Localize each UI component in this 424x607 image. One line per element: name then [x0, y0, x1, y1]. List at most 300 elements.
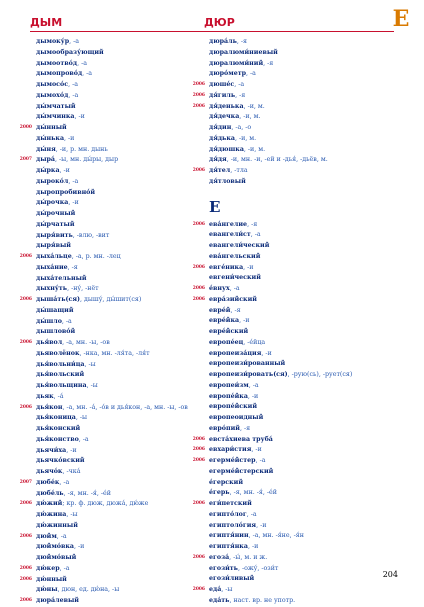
dictionary-entry — [191, 585, 366, 596]
entry-headword: дя́дька — [209, 134, 235, 142]
dictionary-entry — [18, 252, 193, 263]
entry-headword: европе́ец — [209, 338, 244, 346]
entry-grammar: , -и, м. — [239, 113, 261, 121]
entry-headword: евре́йка — [209, 317, 240, 325]
dictionary-entry — [191, 145, 366, 156]
dictionary-entry — [191, 80, 366, 91]
entry-headword: дышлово́й — [36, 328, 76, 336]
entry-headword: еги́петский — [209, 500, 252, 507]
entry-headword: египтя́нка — [209, 543, 248, 550]
dictionary-entry — [18, 48, 193, 59]
entry-grammar: , дышу́, ды́шит(ся) — [79, 296, 142, 303]
dictionary-entry — [191, 306, 366, 317]
dictionary-entry — [18, 284, 193, 295]
entry-headword: дюймо́вый — [36, 554, 77, 561]
dictionary-entry — [191, 521, 366, 532]
dictionary-entry — [18, 413, 193, 424]
entry-headword: дымоотво́д — [36, 59, 78, 67]
entry-marker: 2007 — [19, 479, 32, 485]
entry-headword: ды́ня — [36, 145, 56, 153]
dictionary-entry — [18, 177, 193, 188]
entry-grammar: , -а́ — [53, 392, 64, 400]
dictionary-entry — [18, 553, 193, 564]
entry-marker: 2007 — [19, 157, 32, 163]
entry-grammar: , дюн, ед. дю́на, -ы — [57, 586, 120, 594]
dictionary-entry — [191, 478, 366, 489]
entry-marker: 2006 — [19, 297, 32, 302]
left-guide-word: ДЫМ — [30, 16, 63, 29]
page-number: 204 — [382, 570, 398, 579]
entry-headword: дю́кер — [36, 564, 60, 572]
dictionary-entry — [191, 510, 366, 521]
dictionary-entry — [191, 102, 366, 113]
entry-headword: ды́шло — [36, 317, 62, 325]
entry-headword: дюбе́к — [36, 478, 60, 486]
entry-marker: 2006 — [192, 103, 205, 109]
dictionary-entry — [191, 316, 366, 327]
dictionary-entry — [18, 134, 193, 145]
entry-headword: дья́вольни́ца — [36, 360, 85, 368]
dictionary-entry — [18, 532, 193, 543]
dictionary-entry — [191, 553, 366, 564]
header-rule — [30, 31, 394, 32]
entry-headword: европе́йский — [209, 403, 257, 411]
dictionary-entry — [191, 488, 366, 499]
entry-headword: евгени́ческий — [209, 274, 261, 282]
entry-grammar: , -и — [239, 317, 250, 325]
dictionary-entry — [18, 263, 193, 274]
entry-headword: дю́жий — [36, 500, 63, 508]
dictionary-entry — [18, 478, 193, 489]
entry-headword: дюбе́ль — [36, 489, 64, 497]
dictionary-entry — [18, 295, 193, 306]
entry-headword: ды́шащий — [36, 306, 74, 314]
entry-headword: дю́жинный — [36, 521, 78, 529]
entry-grammar: , -я — [263, 59, 274, 67]
dictionary-entry — [191, 241, 366, 252]
entry-grammar: , -ы́, м. и ж. — [229, 553, 268, 561]
entry-headword: егоза́ — [209, 553, 230, 561]
entry-headword: дыря́вить — [36, 231, 73, 239]
dictionary-entry — [18, 360, 193, 371]
dictionary-entry — [191, 112, 366, 123]
entry-headword: дя́гиль — [209, 91, 236, 99]
right-column — [191, 37, 366, 607]
entry-marker: 2006 — [19, 565, 32, 571]
entry-grammar: , -ы — [66, 511, 78, 518]
entry-marker: 2006 — [192, 221, 205, 227]
entry-headword: дьячко́вский — [36, 457, 85, 465]
dictionary-entry — [18, 456, 193, 467]
entry-headword: дьячи́ха — [36, 446, 67, 454]
dictionary-entry — [191, 359, 366, 370]
entry-headword: дюйм — [36, 532, 57, 540]
entry-grammar: , -тла — [230, 167, 248, 174]
entry-grammar: , -ы — [86, 382, 98, 389]
dictionary-entry — [18, 510, 193, 521]
entry-headword: ды́нька — [36, 134, 65, 142]
entry-headword: дья́конство — [36, 435, 79, 443]
entry-grammar: , -а, р. мн. -лец — [71, 253, 121, 260]
entry-grammar: , -и — [68, 199, 79, 207]
dictionary-entry — [18, 59, 193, 70]
entry-grammar: , -а, -о — [231, 124, 252, 131]
dictionary-entry — [18, 585, 193, 596]
entry-grammar: , -а — [82, 70, 93, 78]
entry-marker: 2006 — [192, 92, 205, 98]
entry-grammar: , -я — [67, 263, 78, 271]
dictionary-entry — [18, 381, 193, 392]
entry-grammar: , -а — [68, 177, 79, 185]
entry-headword: дымохо́д — [36, 91, 69, 99]
entry-marker: 2006 — [19, 533, 32, 539]
entry-headword: евге́ника — [209, 263, 244, 271]
entry-headword: е́герь — [209, 489, 230, 497]
entry-grammar: , -я — [247, 220, 258, 228]
dictionary-entry — [18, 327, 193, 338]
entry-marker: 2006 — [192, 82, 205, 87]
dictionary-entry — [18, 155, 193, 166]
dictionary-entry — [191, 596, 366, 607]
entry-headword: егерме́йстер — [209, 457, 256, 464]
entry-headword: дя́дечка — [209, 113, 240, 121]
entry-grammar: , -а — [77, 59, 87, 67]
entry-marker: 2006 — [192, 296, 205, 302]
entry-headword: е́герский — [209, 478, 243, 486]
dictionary-entry — [191, 48, 366, 59]
dictionary-entry — [18, 231, 193, 242]
dictionary-entry — [191, 564, 366, 575]
entry-headword: дюралюми́ниевый — [209, 48, 278, 56]
entry-headword: е́внух — [209, 285, 230, 292]
entry-headword: евангели́ческий — [209, 242, 270, 249]
entry-marker: 2006 — [19, 598, 32, 603]
dictionary-entry — [18, 209, 193, 220]
dictionary-entry — [18, 102, 193, 113]
entry-headword: дымопрово́д — [36, 70, 83, 78]
entry-grammar: , -ну́, -нёт — [67, 285, 99, 293]
entry-marker: 2006 — [192, 458, 205, 463]
entry-grammar: , -и — [247, 392, 259, 400]
entry-grammar: , -ы — [75, 414, 88, 422]
dictionary-entry — [18, 220, 193, 231]
entry-grammar: , -а — [78, 435, 89, 443]
entry-grammar: , -рую(сь), -рует(ся) — [287, 371, 353, 378]
entry-grammar: , -а, мн. -я́не, -я́н — [248, 532, 304, 540]
dictionary-entry — [191, 349, 366, 360]
entry-marker: 2006 — [192, 436, 205, 442]
entry-grammar: , -и — [64, 134, 75, 142]
dictionary-entry — [18, 564, 193, 575]
dictionary-entry — [191, 284, 366, 295]
entry-grammar: , -а — [246, 510, 257, 518]
dictionary-entry — [191, 220, 366, 231]
entry-grammar: , -ы, мн. ды́ры, дыр — [55, 156, 119, 164]
entry-headword: дю́жина — [36, 511, 67, 518]
entry-headword: дыхну́ть — [36, 285, 68, 293]
entry-headword: европеиза́ция — [209, 349, 262, 357]
entry-grammar: , -я — [236, 38, 247, 45]
entry-marker: 2006 — [19, 576, 32, 582]
entry-headword: дья́вольщина — [36, 382, 87, 389]
right-column-bottom-entries — [191, 220, 366, 607]
entry-marker: 2006 — [19, 501, 32, 507]
dictionary-entry — [18, 403, 193, 414]
entry-headword: евре́й — [209, 306, 231, 314]
dictionary-entry — [191, 370, 366, 381]
entry-marker: 2006 — [192, 286, 205, 291]
entry-grammar: , -влю, -вит — [72, 231, 110, 239]
entry-grammar: , -а — [250, 231, 261, 239]
entry-grammar: , -ы — [221, 586, 233, 593]
entry-headword: ды́мчинка — [36, 113, 75, 121]
dictionary-entry — [18, 596, 193, 607]
dictionary-entry — [191, 338, 366, 349]
dictionary-entry — [18, 370, 193, 381]
entry-grammar: , -а — [246, 70, 256, 78]
entry-grammar: , -я, мн. -я́, -е́й — [229, 489, 277, 497]
entry-headword: ева́нгелие — [209, 220, 248, 228]
entry-headword: дыря́вый — [36, 242, 71, 250]
entry-headword: ды́рочный — [36, 210, 76, 217]
dictionary-entry — [191, 166, 366, 177]
entry-grammar: , -и, м. — [234, 134, 257, 142]
entry-headword: евро́пий — [209, 424, 240, 432]
entry-grammar: , -я, мн. -я́, -е́й — [63, 489, 111, 497]
entry-grammar: , -я — [235, 91, 246, 99]
dictionary-entry — [18, 338, 193, 349]
dictionary-entry — [191, 155, 366, 166]
entry-headword: дыха́ние — [36, 263, 68, 271]
dictionary-entry — [18, 317, 193, 328]
entry-headword: евра́зийский — [209, 295, 257, 303]
dictionary-entry — [191, 424, 366, 435]
entry-grammar: ; кр. ф. дюж, дюжа́, дю́же — [62, 500, 149, 508]
entry-headword: дю́ны — [36, 586, 58, 594]
entry-headword: европеоидный — [209, 414, 264, 421]
entry-headword: еда́ — [209, 586, 222, 593]
entry-headword: дя́дя — [209, 156, 227, 164]
dictionary-entry — [18, 306, 193, 317]
entry-headword: ды́нный — [36, 124, 67, 131]
dictionary-entry — [191, 327, 366, 338]
entry-headword: егози́ть — [209, 564, 238, 572]
entry-headword: дюралюми́ний — [209, 59, 264, 67]
entry-headword: дя́тел — [209, 167, 231, 174]
letter-tab: Е — [390, 7, 412, 31]
entry-headword: дюра́ль — [209, 38, 237, 45]
entry-grammar: , -я — [230, 306, 241, 314]
dictionary-entry — [18, 166, 193, 177]
entry-headword: дымообразу́ющий — [36, 48, 104, 56]
dictionary-entry — [191, 531, 366, 542]
right-column-top-entries — [191, 37, 366, 188]
entry-headword: дымоку́р — [36, 38, 70, 45]
dictionary-entry — [191, 273, 366, 284]
entry-grammar: , -а — [68, 91, 79, 99]
entry-headword: дюро́метр — [209, 70, 247, 78]
entry-headword: египтя́нин — [209, 532, 249, 540]
entry-grammar: , -нка, мн. -ля́та, -ля́т — [79, 349, 150, 357]
dictionary-entry — [18, 542, 193, 553]
entry-grammar: , -и, р. мн. дынь — [55, 145, 108, 153]
dictionary-entry — [18, 91, 193, 102]
entry-grammar: , -а, мн. -ы, -ов — [62, 339, 110, 346]
entry-headword: дьяволёнок — [36, 349, 80, 357]
dictionary-entry — [18, 521, 193, 532]
entry-headword: дя́дюшка — [209, 145, 244, 153]
entry-grammar: , -а — [68, 81, 78, 88]
entry-marker: 2006 — [19, 340, 32, 345]
entry-marker: 2000 — [19, 125, 32, 130]
entry-grammar: , -а — [248, 381, 259, 389]
entry-marker: 2006 — [19, 404, 32, 410]
dictionary-entry — [191, 59, 366, 70]
entry-headword: евангели́ст — [209, 231, 251, 239]
entry-marker: 2006 — [192, 554, 205, 560]
dictionary-entry — [191, 499, 366, 510]
page-header — [0, 0, 424, 40]
dictionary-entry — [191, 295, 366, 306]
dictionary-entry — [191, 134, 366, 145]
dictionary-entry — [18, 392, 193, 403]
dictionary-entry — [191, 574, 366, 585]
dictionary-entry — [191, 91, 366, 102]
dictionary-entry — [191, 392, 366, 403]
entry-headword: дьяк — [36, 392, 54, 400]
entry-grammar: , -и — [74, 113, 85, 121]
entry-grammar: , -и — [243, 263, 254, 271]
entry-headword: дья́кон — [36, 403, 63, 411]
entry-headword: ды́рчатый — [36, 220, 75, 228]
entry-marker: 2006 — [192, 501, 205, 506]
entry-grammar: , -а — [59, 564, 70, 572]
entry-headword: дымосо́с — [36, 81, 69, 88]
dictionary-entry — [191, 230, 366, 241]
entry-marker: 2006 — [192, 168, 205, 173]
dictionary-entry — [18, 198, 193, 209]
entry-headword: дюше́с — [209, 81, 235, 88]
dictionary-entry — [18, 575, 193, 586]
entry-headword: европе́йка — [209, 392, 248, 400]
entry-headword: ды́мчатый — [36, 102, 76, 110]
entry-headword: дья́коница — [36, 414, 76, 422]
entry-headword: дюймо́вка — [36, 543, 74, 551]
dictionary-entry — [18, 241, 193, 252]
dictionary-entry — [18, 349, 193, 360]
entry-marker: 2006 — [192, 587, 205, 592]
entry-grammar: , -е́йца — [243, 338, 266, 346]
entry-headword: дю́нный — [36, 575, 67, 583]
dictionary-entry — [18, 499, 193, 510]
entry-headword: дыропробивно́й — [36, 188, 96, 196]
entry-grammar: , -и — [74, 543, 85, 551]
entry-grammar: , -ожу́, -ози́т — [237, 564, 279, 572]
dictionary-entry — [191, 37, 366, 48]
dictionary-entry — [18, 188, 193, 199]
entry-headword: дя́дин — [209, 124, 232, 131]
entry-grammar: , наст. вр. не употр. — [229, 596, 296, 604]
entry-grammar: , -а — [229, 285, 240, 292]
entry-grammar: , -и — [66, 446, 77, 454]
entry-grammar: , -ы — [84, 360, 96, 368]
dictionary-entry — [191, 435, 366, 446]
dictionary-entry — [18, 435, 193, 446]
entry-headword: европеи́зм — [209, 381, 249, 389]
entry-headword: дья́вольский — [36, 371, 85, 379]
entry-grammar: , -и, м. — [243, 102, 265, 110]
entry-grammar: , -и — [247, 543, 259, 550]
entry-headword: ды́рочка — [36, 199, 69, 207]
dictionary-entry — [18, 69, 193, 80]
entry-headword: дя́тловый — [209, 177, 246, 185]
entry-headword: евхари́стия — [209, 446, 252, 454]
entry-grammar: , -а, мн. -а́, -о́в и дья́кон, -а, мн. -ы, -ов — [62, 403, 188, 411]
entry-headword: дыра́ — [36, 156, 55, 164]
entry-grammar: , -и — [261, 349, 272, 357]
entry-headword: дыроко́л — [36, 177, 69, 185]
entry-headword: ева́нгельский — [209, 252, 261, 260]
entry-headword: дья́вол — [36, 339, 63, 346]
dictionary-entry — [18, 424, 193, 435]
entry-marker: 2006 — [19, 254, 32, 259]
entry-grammar: , -а — [69, 38, 80, 45]
entry-grammar: , -а — [234, 81, 245, 88]
entry-headword: дыха́льце — [36, 253, 72, 260]
entry-grammar: , -а — [255, 457, 266, 464]
entry-grammar: , -а — [61, 317, 72, 325]
entry-headword: егози́ливый — [209, 575, 255, 583]
dictionary-entry — [18, 489, 193, 500]
entry-headword: дыша́ть(ся) — [36, 296, 80, 303]
entry-grammar: , -а — [59, 478, 70, 486]
dictionary-entry — [18, 123, 193, 134]
entry-headword: дьячо́к — [36, 468, 63, 475]
right-guide-word: ДЮР — [204, 16, 235, 29]
entry-headword: егерме́йстерский — [209, 467, 274, 475]
dictionary-entry — [191, 456, 366, 467]
entry-headword: дыха́тельный — [36, 274, 87, 282]
dictionary-entry — [191, 445, 366, 456]
entry-grammar: , -и, м. — [243, 145, 266, 153]
dictionary-entry — [191, 542, 366, 553]
dictionary-entry — [191, 177, 366, 188]
section-letter: Е — [209, 197, 221, 216]
dictionary-entry — [191, 381, 366, 392]
dictionary-entry — [18, 112, 193, 123]
entry-headword: европеизи́ровать(ся) — [209, 371, 288, 378]
left-column — [18, 37, 193, 607]
dictionary-entry — [191, 69, 366, 80]
entry-headword: дья́конский — [36, 425, 81, 432]
entry-headword: еда́ть — [209, 596, 230, 604]
dictionary-entry — [18, 446, 193, 457]
entry-headword: европеизи́рованный — [209, 360, 286, 368]
dictionary-entry — [18, 274, 193, 285]
dictionary-entry — [18, 37, 193, 48]
entry-grammar: , -я — [239, 424, 251, 432]
entry-grammar: , -и — [251, 446, 262, 454]
entry-marker: 2006 — [192, 264, 205, 270]
dictionary-entry — [191, 402, 366, 413]
dictionary-entry — [191, 467, 366, 478]
dictionary-entry — [18, 80, 193, 91]
dictionary-entry — [191, 263, 366, 274]
entry-headword: дюра́левый — [36, 597, 79, 604]
entry-marker: 2006 — [192, 447, 205, 453]
entry-headword: египто́лог — [209, 510, 247, 518]
dictionary-entry — [191, 123, 366, 134]
